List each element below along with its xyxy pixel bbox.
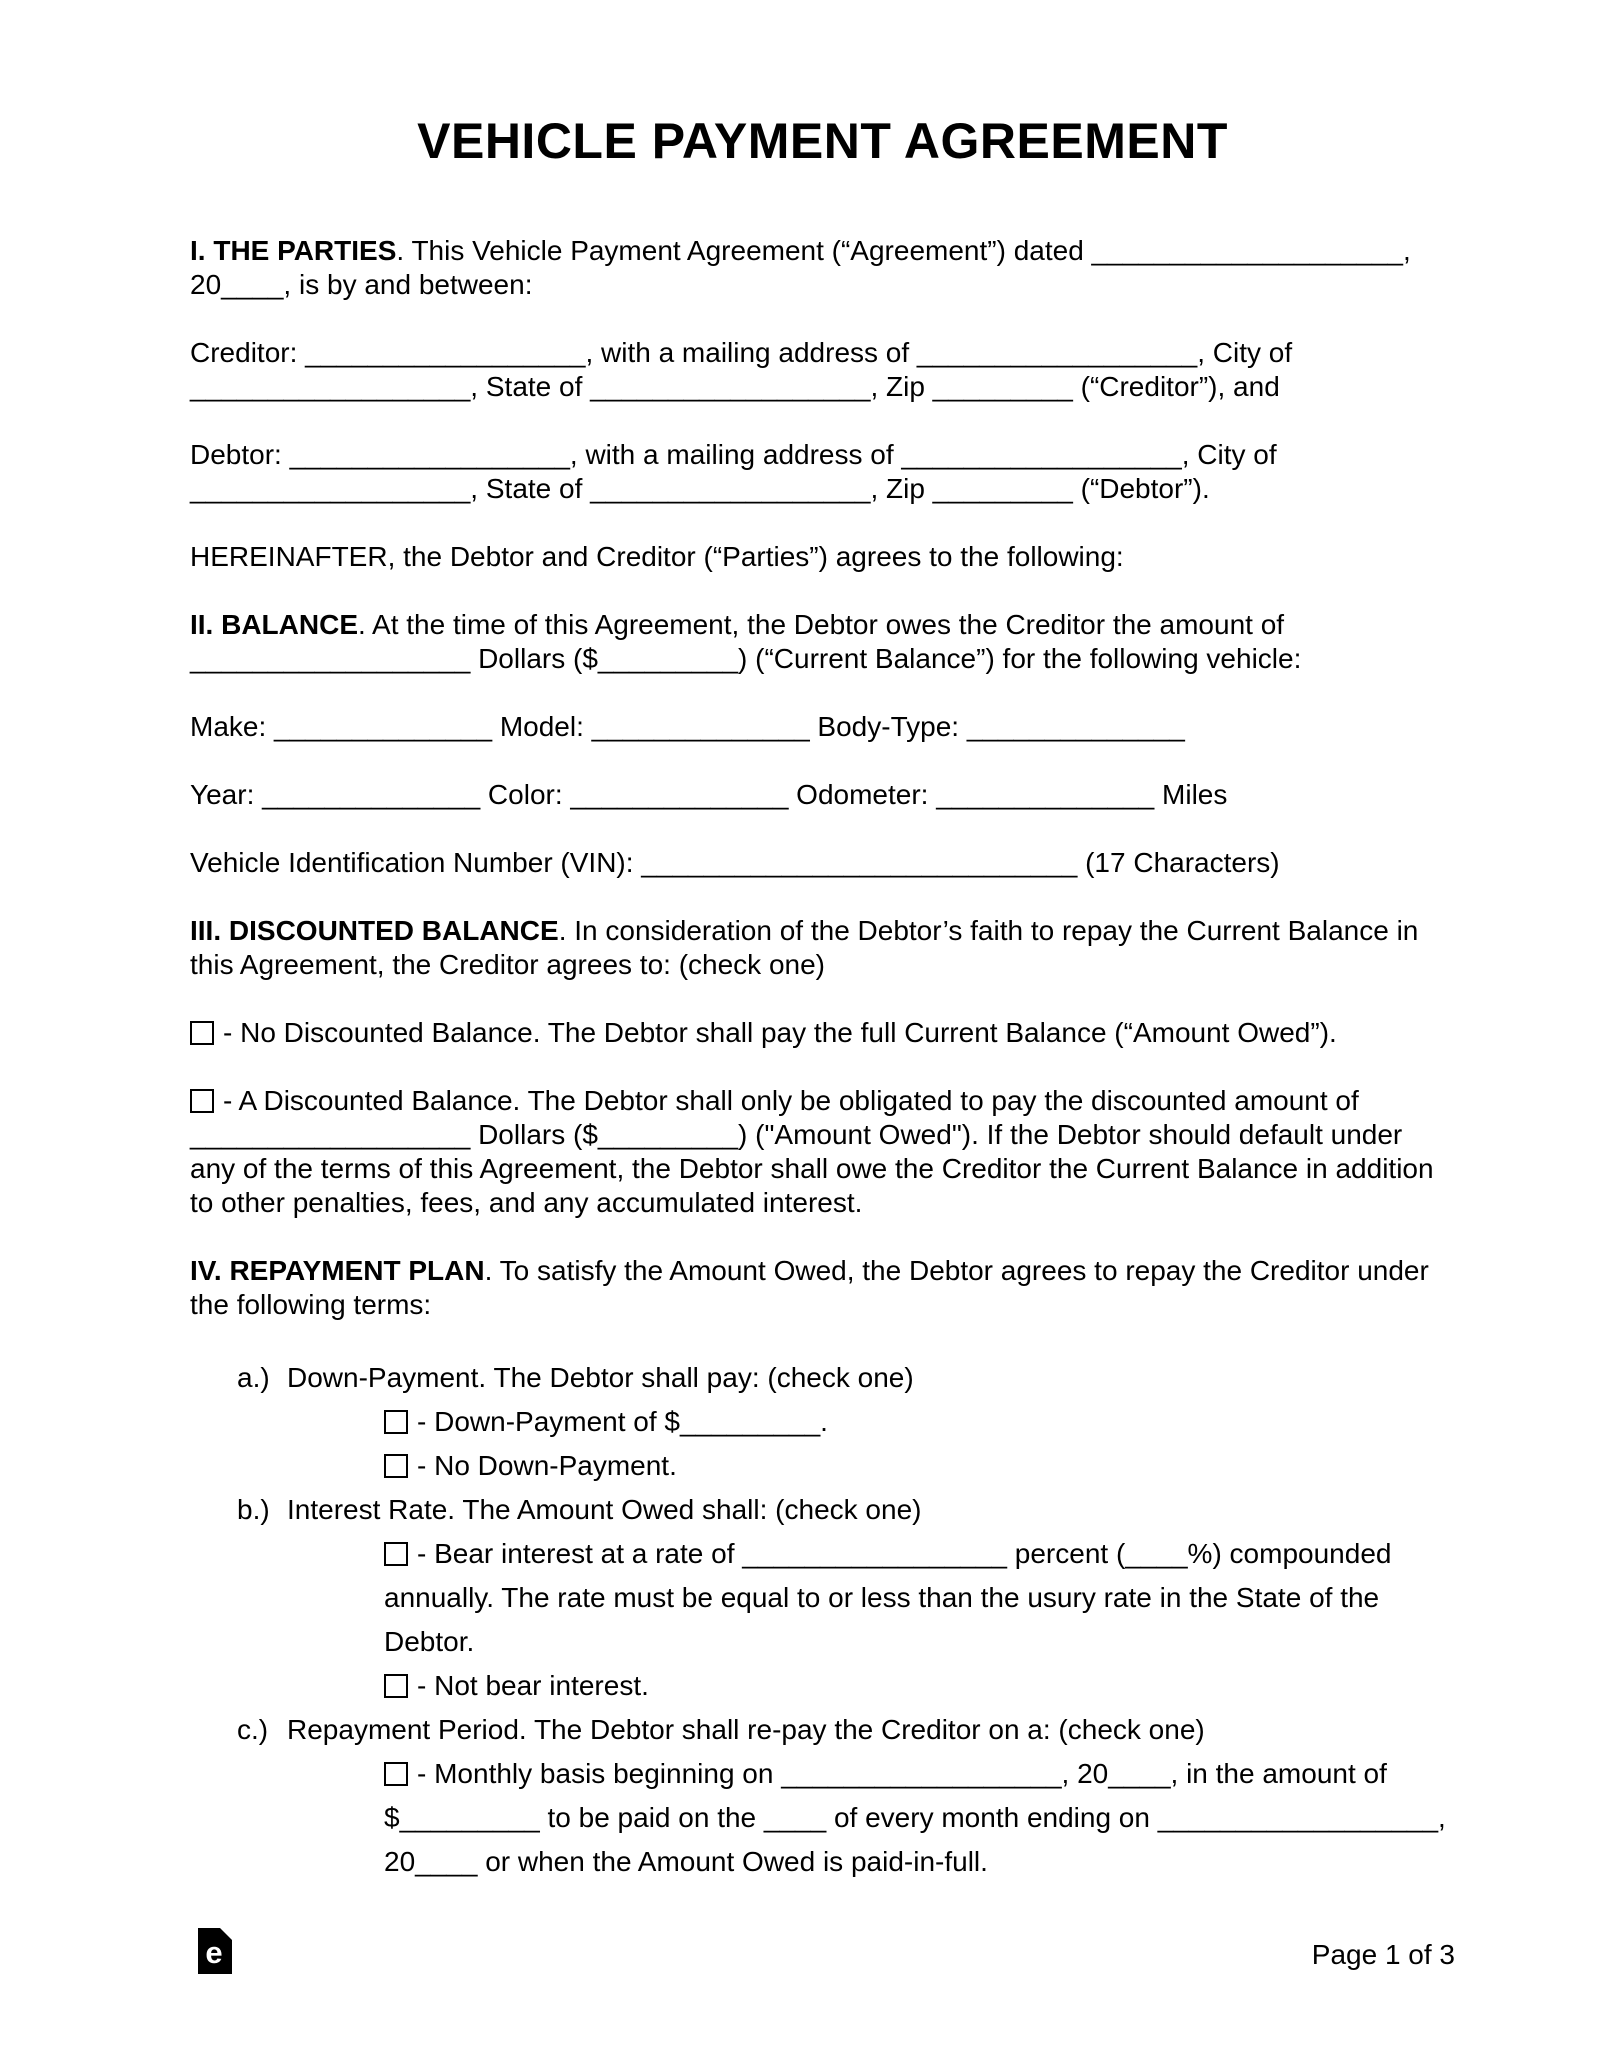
not-bear-interest-checkbox-icon[interactable] <box>384 1674 408 1698</box>
section-balance-intro-text: . At the time of this Agreement, the Debtor owes the Creditor the amount of __________________ Dollars ($_________) (“Current Balance”) for the following vehicle: <box>190 609 1302 674</box>
option-no-discounted-balance-text: - No Discounted Balance. The Debtor shall pay the full Current Balance (“Amount Owed”). <box>223 1017 1337 1048</box>
option-bear-interest <box>384 1532 1455 1664</box>
no-down-payment-checkbox-icon[interactable] <box>384 1454 408 1478</box>
bear-interest-checkbox-icon[interactable] <box>384 1542 408 1566</box>
repayment-item-a-label: a.) <box>237 1362 270 1393</box>
monthly-basis-checkbox-icon[interactable] <box>384 1762 408 1786</box>
creditor-paragraph: Creditor: __________________, with a mailing address of __________________, City of __________________, State of __________________, Zip _________ (“Creditor”), and <box>190 337 1293 402</box>
section-repayment-heading: IV. REPAYMENT PLAN <box>190 1255 485 1286</box>
repayment-item-a-text: Down-Payment. The Debtor shall pay: (check one) <box>287 1362 914 1393</box>
repayment-item-interest-rate <box>237 1488 1455 1532</box>
no-discounted-balance-checkbox-icon[interactable] <box>190 1021 214 1045</box>
option-down-payment-text: - Down-Payment of $_________. <box>417 1406 828 1437</box>
option-monthly-basis-text: - Monthly basis beginning on __________________, 20____, in the amount of $_________ to be paid on the ____ of every month ending on __________________, 20____ or when the Amount Owed is paid-in-full. <box>384 1758 1446 1877</box>
vehicle-make-model-bodytype-line: Make: ______________ Model: ______________ Body-Type: ______________ <box>190 711 1185 742</box>
repayment-list <box>190 1356 1455 1884</box>
section-repayment-intro-text: . To satisfy the Amount Owed, the Debtor agrees to repay the Creditor under the following terms: <box>190 1255 1429 1320</box>
repayment-item-c-text: Repayment Period. The Debtor shall re-pay the Creditor on a: (check one) <box>287 1714 1205 1745</box>
repayment-item-c-label: c.) <box>237 1714 269 1745</box>
section-discounted-balance-heading: III. DISCOUNTED BALANCE <box>190 915 559 946</box>
debtor-paragraph: Debtor: __________________, with a mailing address of __________________, City of __________________, State of __________________, Zip _________ (“Debtor”). <box>190 439 1277 504</box>
option-monthly-basis <box>384 1752 1455 1884</box>
section-parties-intro <box>190 234 1455 302</box>
discounted-balance-checkbox-icon[interactable] <box>190 1089 214 1113</box>
option-no-discounted-balance <box>190 1016 1455 1050</box>
option-down-payment <box>384 1400 1455 1444</box>
section-discounted-balance-intro-text: . In consideration of the Debtor’s faith to repay the Current Balance in this Agreement, the Creditor agrees to: (check one) <box>190 915 1419 980</box>
option-no-down-payment <box>384 1444 1455 1488</box>
section-balance-heading: II. BALANCE <box>190 609 358 640</box>
hereinafter-paragraph: HEREINAFTER, the Debtor and Creditor (“Parties”) agrees to the following: <box>190 541 1124 572</box>
option-not-bear-interest <box>384 1664 1455 1708</box>
section-balance-intro <box>190 608 1455 676</box>
eforms-logo-letter: e <box>205 1935 223 1970</box>
eforms-logo <box>198 1928 232 1974</box>
section-parties-intro-text: . This Vehicle Payment Agreement (“Agreement”) dated ____________________, 20____, is by and between: <box>190 235 1411 300</box>
option-bear-interest-text: - Bear interest at a rate of _________________ percent (____%) compounded annually. The rate must be equal to or less than the usury rate in the State of the Debtor. <box>384 1538 1392 1657</box>
page-number-label: Page 1 of 3 <box>1311 1939 1455 1970</box>
repayment-item-down-payment <box>237 1356 1455 1400</box>
vehicle-vin-line: Vehicle Identification Number (VIN): ____________________________ (17 Characters) <box>190 847 1280 878</box>
option-no-down-payment-text: - No Down-Payment. <box>417 1450 677 1481</box>
repayment-item-repayment-period <box>237 1708 1455 1752</box>
repayment-item-b-label: b.) <box>237 1494 270 1525</box>
section-discounted-balance-intro <box>190 914 1455 982</box>
down-payment-checkbox-icon[interactable] <box>384 1410 408 1434</box>
option-discounted-balance <box>190 1084 1455 1220</box>
section-parties-heading: I. THE PARTIES <box>190 235 397 266</box>
document-title: VEHICLE PAYMENT AGREEMENT <box>417 113 1228 169</box>
repayment-item-b-text: Interest Rate. The Amount Owed shall: (check one) <box>287 1494 922 1525</box>
option-not-bear-interest-text: - Not bear interest. <box>417 1670 649 1701</box>
option-discounted-balance-text: - A Discounted Balance. The Debtor shall only be obligated to pay the discounted amount of __________________ Dollars ($_________) ("Amount Owed"). If the Debtor should default under any of the terms of this Agreement, the Debtor shall owe the Creditor the Current Balance in addition to other penalties, fees, and any accumulated interest. <box>190 1085 1434 1218</box>
vehicle-year-color-odometer-line: Year: ______________ Color: ______________ Odometer: ______________ Miles <box>190 779 1228 810</box>
section-repayment-intro <box>190 1254 1455 1322</box>
